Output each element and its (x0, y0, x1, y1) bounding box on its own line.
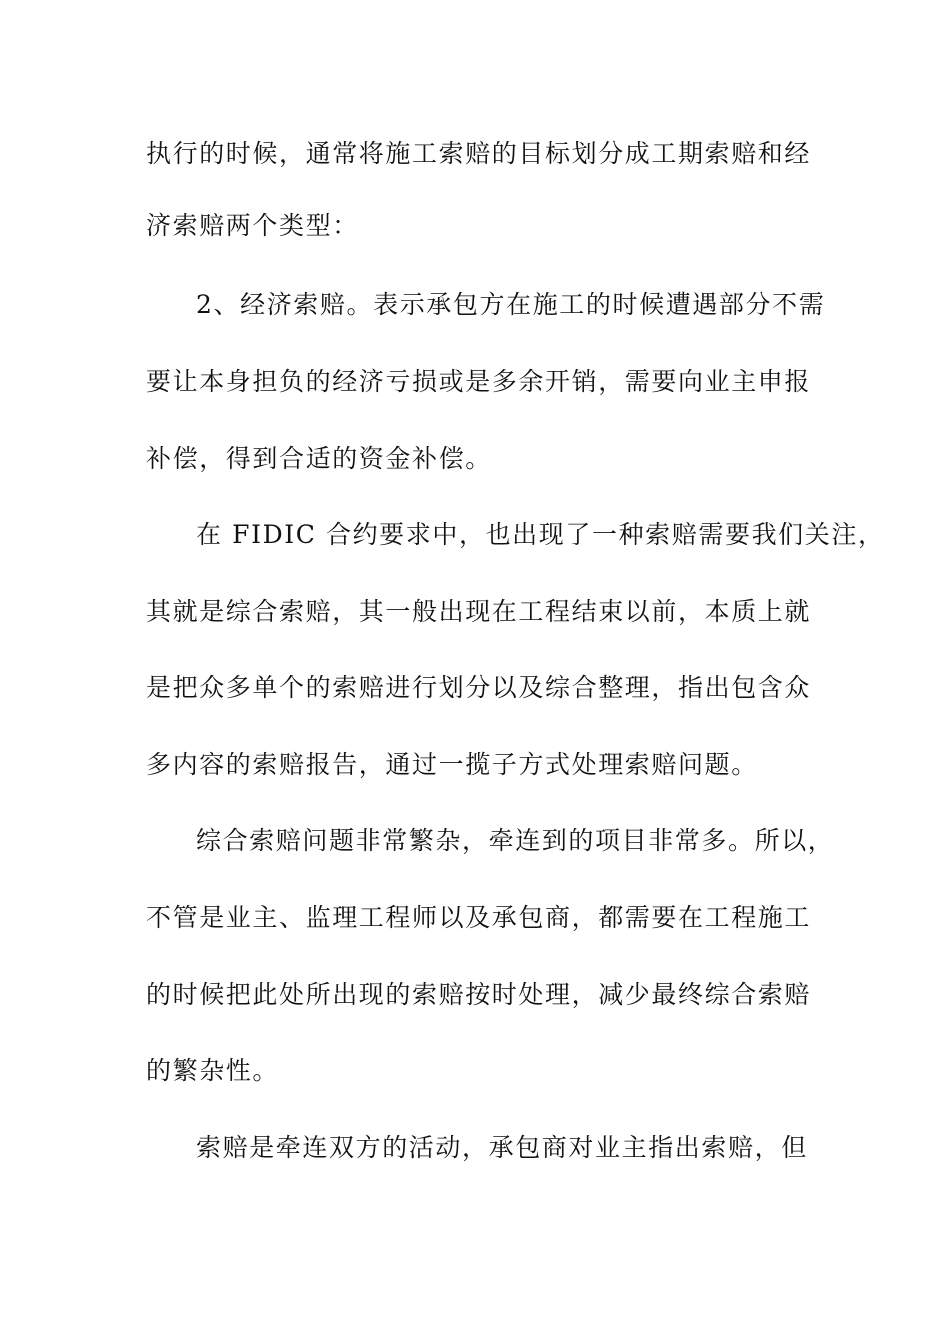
text-line: 不管是业主、监理工程师以及承包商，都需要在工程施工 (146, 903, 812, 932)
text-line: 补偿，得到合适的资金补偿。 (146, 444, 492, 473)
text-line: 济索赔两个类型： (146, 211, 359, 240)
text-line: 的时候把此处所出现的索赔按时处理，减少最终综合索赔 (146, 980, 812, 1009)
paragraph-start-line: 在 FIDIC 合约要求中，也出现了一种索赔需要我们关注， (196, 520, 885, 549)
text-line: 的繁杂性。 (146, 1056, 280, 1085)
text-line: 要让本身担负的经济亏损或是多余开销，需要向业主申报 (146, 367, 812, 396)
paragraph-start-line: 2、经济索赔。表示承包方在施工的时候遭遇部分不需 (196, 290, 826, 319)
text-line: 多内容的索赔报告，通过一揽子方式处理索赔问题。 (146, 750, 758, 779)
text-line: 执行的时候，通常将施工索赔的目标划分成工期索赔和经 (146, 139, 812, 168)
paragraph-start-line: 索赔是牵连双方的活动，承包商对业主指出索赔，但 (196, 1133, 808, 1162)
text-line: 其就是综合索赔，其一般出现在工程结束以前，本质上就 (146, 597, 812, 626)
text-line: 是把众多单个的索赔进行划分以及综合整理，指出包含众 (146, 673, 812, 702)
paragraph-start-line: 综合索赔问题非常繁杂，牵连到的项目非常多。所以， (196, 826, 835, 855)
